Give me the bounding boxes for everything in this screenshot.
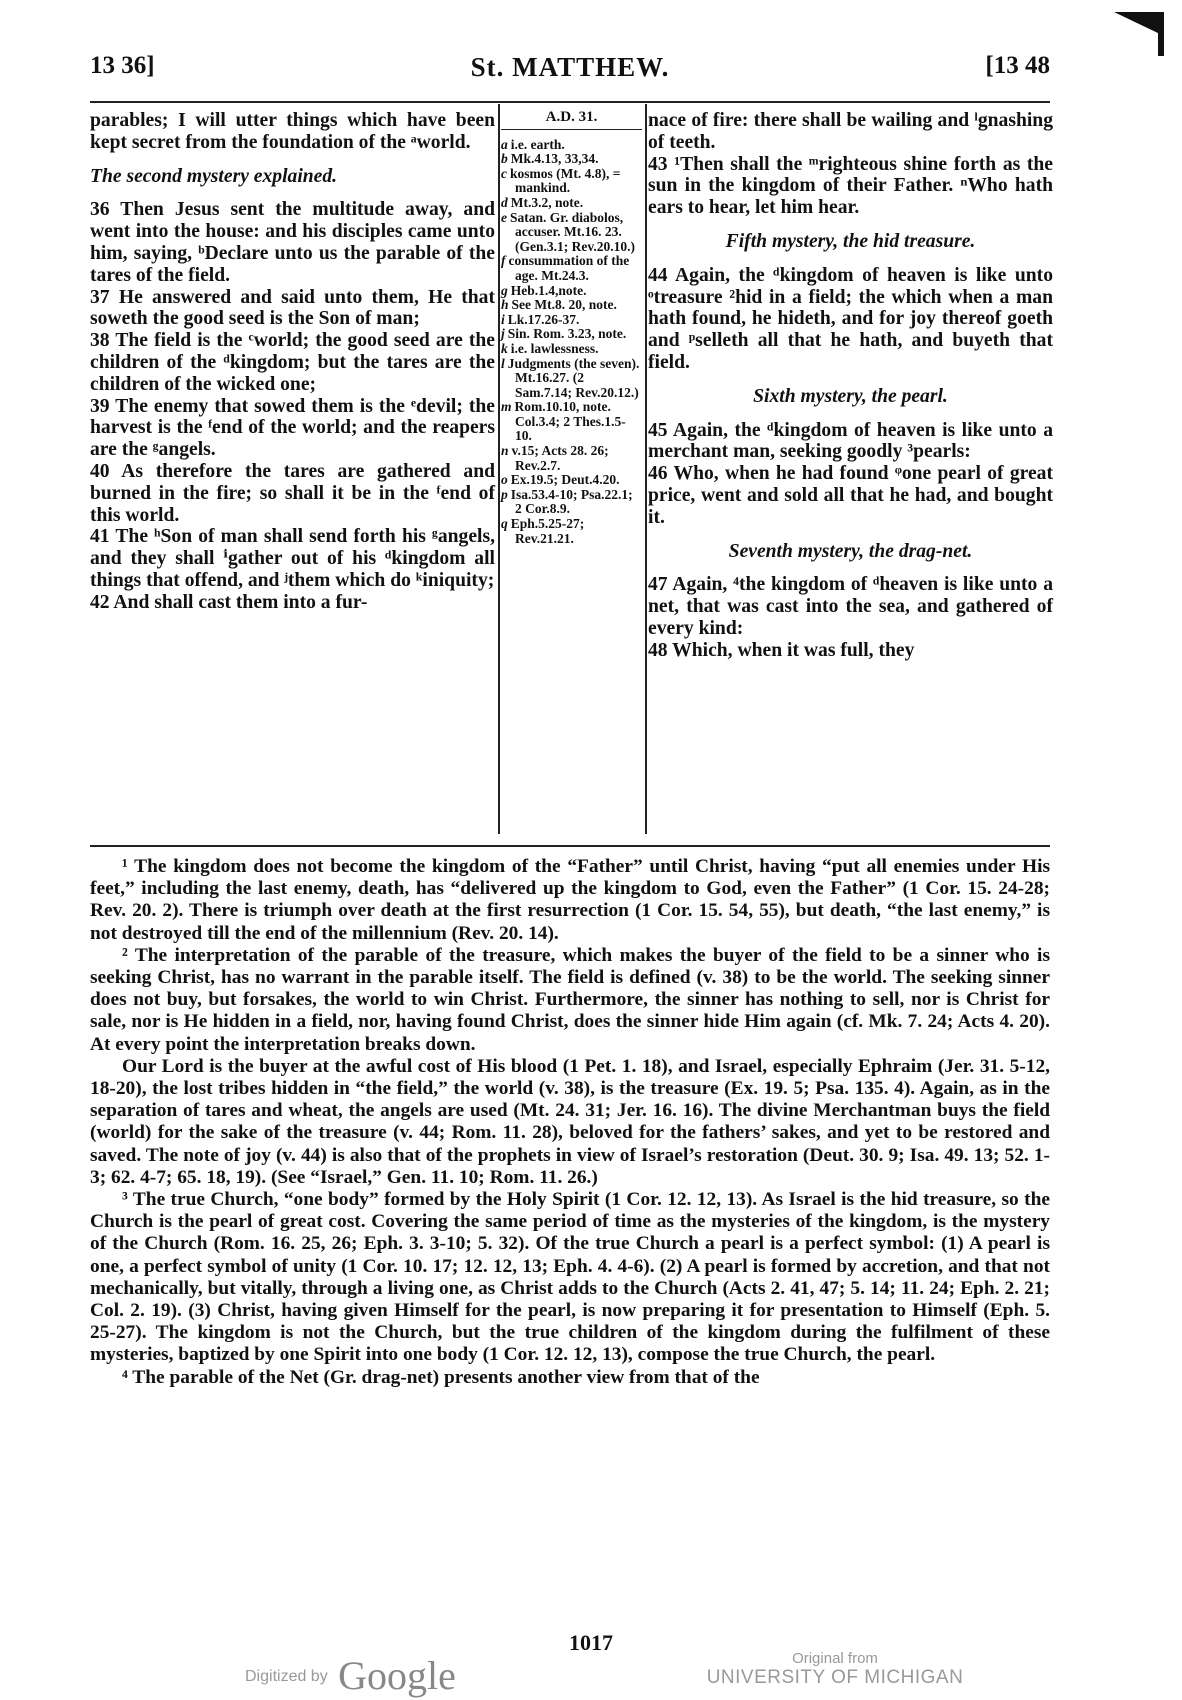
reference-text: See Mt.8. 20, note. — [511, 297, 617, 313]
reference-letter: b — [501, 151, 508, 167]
reference-letter: n — [501, 443, 509, 459]
reference-list — [501, 138, 642, 547]
footnote: ² The interpretation of the parable of the treasure, which makes the buyer of the field to be a sinner who is seeking Christ, has no warrant in the parable itself. The field is defined (v. 38) to be the world. The seeking sinner does not buy, but forsakes, the world to win Christ. Furthermore, the sinner has nothing to sell, nor is Christ for sale, nor is He hidden in a field, nor, having found Christ, does the sinner hide Him again (cf. Mk. 7. 24; Acts 4. 20). At every point the interpretation breaks down. — [90, 944, 1050, 1055]
reference-text: consummation of the age. Mt.24.3. — [508, 253, 630, 283]
reference-text: Lk.17.26-37. — [507, 311, 580, 327]
reference-text: kosmos (Mt. 4.8), = mankind. — [510, 165, 621, 196]
section-heading: The second mystery explained. — [90, 165, 338, 187]
header-verse-end: [13 48 — [985, 52, 1050, 79]
reference-text: Mk.4.13, 33,34. — [510, 151, 599, 167]
reference-letter: a — [501, 136, 508, 152]
header-rule — [90, 101, 1050, 103]
reference-entry — [501, 282, 642, 299]
reference-entry — [501, 516, 642, 546]
column-divider — [645, 104, 647, 834]
reference-text: i.e. earth. — [510, 136, 565, 152]
reference-text: Mt.3.2, note. — [510, 194, 584, 210]
footnote: ⁴ The parable of the Net (Gr. drag-net) presents another view from that of the — [122, 1366, 760, 1388]
reference-entry — [501, 136, 642, 153]
institution-label: UNIVERSITY OF MICHIGAN — [706, 1667, 964, 1688]
page-number: 1017 — [569, 1630, 613, 1655]
reference-text: i.e. lawlessness. — [510, 340, 599, 356]
verse-paragraph: 43 ¹Then shall the ᵐrighteous shine forth as the sun in the kingdom of their Father. ⁿWho hath ears to hear, let him hear. — [648, 153, 1053, 219]
verse-paragraph: 39 The enemy that sowed them is the ᵉdevil; the harvest is the ᶠend of the world; and the reapers are the ᵍangels. — [90, 395, 495, 461]
reference-entry — [501, 209, 642, 255]
verse-paragraph: 40 As therefore the tares are gathered and burned in the fire; so shall it be in the ᶠend of this world. — [90, 460, 495, 526]
reference-entry — [501, 311, 642, 328]
section-heading: Sixth mystery, the pearl. — [753, 385, 948, 407]
reference-text: Sin. Rom. 3.23, note. — [507, 326, 627, 342]
verse-paragraph: 42 And shall cast them into a fur- — [90, 591, 368, 613]
left-column — [90, 110, 495, 614]
reference-entry — [501, 443, 642, 473]
reference-letter: q — [501, 516, 508, 532]
reference-letter: j — [501, 326, 505, 342]
reference-entry — [501, 399, 642, 444]
verse-paragraph: 37 He answered and said unto them, He that soweth the good seed is the Son of man; — [90, 286, 495, 330]
verse-paragraph: 47 Again, ⁴the kingdom of ᵈheaven is like unto a net, that was cast into the sea, and gathered of every kind: — [648, 574, 1053, 639]
verse-paragraph: parables; I will utter things which have been kept secret from the foundation of the ᵃworld. — [90, 110, 495, 153]
reference-entry — [501, 297, 642, 313]
verse-paragraph: 36 Then Jesus sent the multitude away, and went into the house: and his disciples came unto him, saying, ᵇDeclare unto us the parable of the tares of the field. — [90, 199, 495, 286]
footnote-rule — [90, 845, 1050, 847]
footnote: Our Lord is the buyer at the awful cost of His blood (1 Pet. 1. 18), and Israel, especially Ephraim (Jer. 31. 5-12, 18-20), the lost tribes hidden in “the field,” the world (v. 38), is the treasure (Ex. 19. 5; Psa. 135. 4). Again, as in the separation of tares and wheat, the angels are used (Mt. 24. 31; Jer. 16. 16). The divine Merchantman buys the field (world) for the sake of the treasure (v. 44; Rom. 11. 28), beloved for the fathers’ sakes, and yet to be restored and saved. The note of joy (v. 44) is also that of the prophets in view of Israel’s restoration (Deut. 30. 9; Isa. 49. 13; 52. 1-3; 62. 4-7; 65. 18, 19). (See “Israel,” Gen. 11. 10; Rom. 11. 26.) — [90, 1055, 1050, 1188]
reference-text: Heb.1.4,note. — [510, 282, 587, 298]
verse-paragraph: 48 Which, when it was full, they — [648, 639, 915, 661]
right-column — [648, 110, 1053, 662]
verse-paragraph: 44 Again, the ᵈkingdom of heaven is like unto ᵒtreasure ²hid in a field; the which when a man hath found, he hideth, and for joy thereof goeth and ᵖselleth all that he hath, and buyeth that field. — [648, 264, 1053, 373]
original-from-watermark — [700, 1650, 970, 1689]
corner-mark — [1114, 12, 1160, 34]
reference-letter: g — [501, 282, 508, 298]
reference-letter: o — [501, 472, 508, 488]
reference-text: v.15; Acts 28. 26; Rev.2.7. — [511, 443, 609, 473]
column-divider — [498, 104, 500, 834]
reference-entry — [501, 472, 642, 488]
margin-references — [501, 110, 642, 546]
reference-letter: e — [501, 209, 507, 225]
reference-text: Eph.5.25-27; Rev.21.21. — [510, 516, 585, 546]
verse-paragraph: 45 Again, the ᵈkingdom of heaven is like unto a merchant man, seeking goodly ³pearls: — [648, 419, 1053, 463]
reference-text: Ex.19.5; Deut.4.20. — [510, 472, 620, 488]
reference-letter: m — [501, 399, 512, 415]
footnote: ¹ The kingdom does not become the kingdom of the “Father” until Christ, having “put all enemies under His feet,” including the last enemy, death, has “delivered up the kingdom to God, even the Father” (1 Cor. 15. 24-28; Rev. 20. 2). There is triumph over death at the first resurrection (1 Cor. 15. 54, 55), but death, “the last enemy,” is not destroyed till the end of the millennium (Rev. 20. 14). — [90, 856, 1050, 944]
reference-letter: p — [501, 486, 508, 502]
reference-entry — [501, 486, 642, 517]
header-book-title: St. MATTHEW. — [470, 52, 670, 82]
section-heading: Fifth mystery, the hid treasure. — [725, 230, 976, 252]
verse-paragraph: 38 The field is the ᶜworld; the good seed are the children of the ᵈkingdom; but the tares are the children of the wicked one; — [90, 330, 495, 395]
reference-entry — [501, 165, 642, 196]
verse-paragraph: 41 The ʰSon of man shall send forth his ᵍangels, and they shall ⁱgather out of his ᵈkingdom all things that offend, and ʲthem which do ᵏiniquity; — [90, 526, 495, 591]
reference-entry — [501, 253, 642, 283]
verse-paragraph: 46 Who, when he had found ᵠone pearl of great price, went and sold all that he had, and bought it. — [648, 463, 1053, 528]
reference-letter: h — [501, 297, 509, 313]
digitized-by-watermark — [245, 1652, 456, 1699]
reference-text: Isa.53.4-10; Psa.22.1; 2 Cor.8.9. — [510, 486, 633, 517]
reference-letter: l — [501, 355, 505, 371]
margin-date: A.D. 31. — [501, 110, 642, 130]
page-header — [90, 52, 1050, 92]
verse-paragraph: nace of fire: there shall be wailing and ˡgnashing of teeth. — [648, 110, 1053, 153]
reference-entry — [501, 355, 642, 401]
reference-entry — [501, 194, 642, 211]
reference-text: Judgments (the seven). Mt.16.27. (2 Sam.7.14; Rev.20.12.) — [507, 355, 640, 400]
google-logo: Google — [338, 1653, 456, 1698]
reference-letter: f — [501, 253, 506, 269]
original-from-label: Original from — [792, 1650, 878, 1667]
footnotes — [90, 856, 1050, 1389]
reference-text: Rom.10.10, note. Col.3.4; 2 Thes.1.5-10. — [514, 399, 626, 444]
reference-letter: i — [501, 311, 505, 327]
reference-entry — [501, 340, 642, 357]
reference-letter: k — [501, 340, 508, 356]
header-verse-start: 13 36] — [90, 52, 155, 79]
reference-entry — [501, 326, 642, 342]
reference-text: Satan. Gr. diabolos, accuser. Mt.16. 23. (Gen.3.1; Rev.20.10.) — [510, 209, 635, 254]
reference-entry — [501, 151, 642, 167]
reference-letter: c — [501, 165, 507, 181]
section-heading: Seventh mystery, the drag-net. — [728, 540, 973, 562]
reference-letter: d — [501, 194, 508, 210]
footnote: ³ The true Church, “one body” formed by the Holy Spirit (1 Cor. 12. 12, 13). As Israel is the hid treasure, so the Church is the pearl of great cost. Covering the same period of time as the mysteries of the kingdom, is the mystery of the Church (Rom. 16. 25, 26; Eph. 3. 3-10; 5. 32). Of the true Church a pearl is a perfect symbol: (1) A pearl is one, a perfect symbol of unity (1 Cor. 10. 17; 12. 12, 13; Eph. 4. 4-6). (2) A pearl is formed by accretion, and that not mechanically, but vitally, through a living one, as Christ adds to the Church (Acts 2. 41, 47; 5. 14; 11. 24; Eph. 2. 21; Col. 2. 19). (3) Christ, having given Himself for the pearl, is now preparing it for presentation to Himself (Eph. 5. 25-27). The kingdom is not the Church, but the true children of the kingdom during the fulfilment of these mysteries, baptized by one Spirit into one body (1 Cor. 12. 12, 13), compose the true Church, the pearl. — [90, 1189, 1050, 1366]
digitized-by-label: Digitized by — [245, 1668, 328, 1685]
